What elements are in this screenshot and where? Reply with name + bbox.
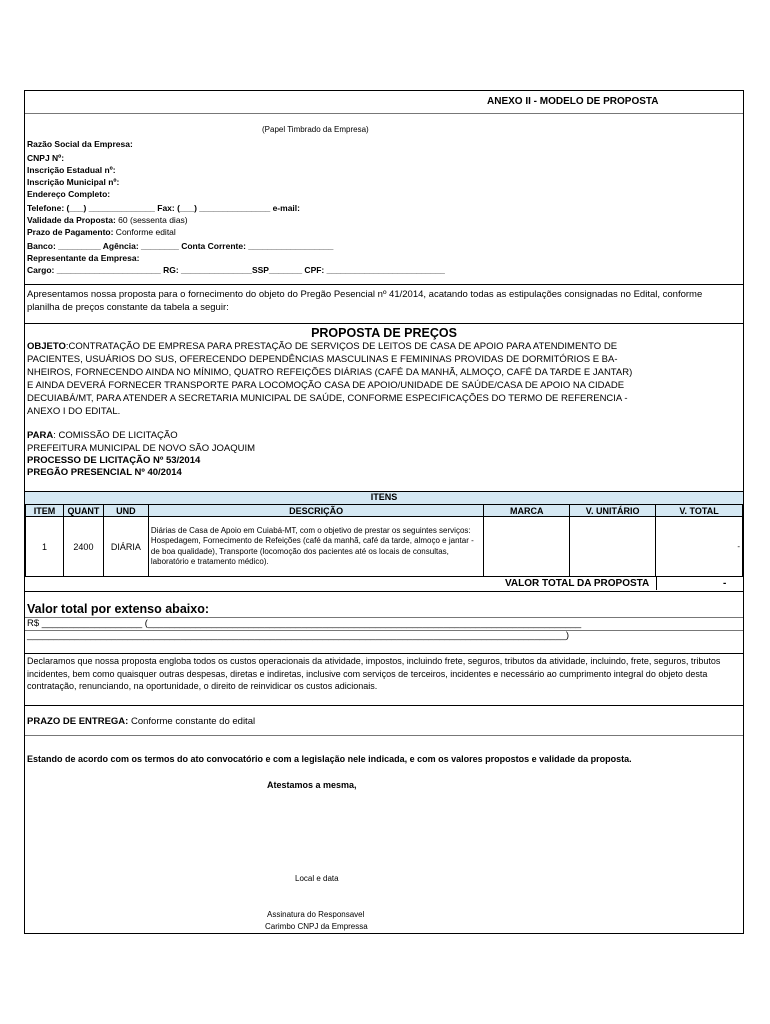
field-bank-line: Banco: _________ Agência: ________ Conta Corrente: __________________ — [27, 241, 334, 251]
attest-text: Atestamos a mesma, — [267, 780, 357, 790]
cell-v-total: - — [656, 517, 743, 577]
field-cnpj: CNPJ Nº: — [27, 153, 65, 163]
table-row — [26, 517, 743, 577]
carimbo-label: Carimbo CNPJ da Empressa — [265, 922, 368, 931]
proposal-title: PROPOSTA DE PREÇOS — [311, 326, 457, 340]
col-und: UND — [103, 505, 148, 517]
extenso-title: Valor total por extenso abaixo: — [27, 602, 209, 616]
cell-und: DIÁRIA — [103, 517, 148, 577]
object-line-2: PACIENTES, USUÁRIOS DO SUS, OFERECENDO DEPENDÊNCIAS MASCULINAS E FEMININAS PROVIDAS DE DORMITÓRIOS E BA- — [27, 354, 618, 365]
divider — [25, 591, 743, 592]
prazo-entrega-label: PRAZO DE ENTREGA: — [27, 716, 129, 727]
field-endereco: Endereço Completo: — [27, 189, 111, 199]
validade-value: 60 (sessenta dias) — [115, 215, 188, 225]
object-label: OBJETO — [27, 341, 66, 352]
object-line-6: ANEXO I DO EDITAL. — [27, 406, 121, 417]
items-title: ITENS — [25, 491, 743, 505]
para-line — [27, 430, 178, 443]
field-prazo-pagamento — [27, 226, 176, 238]
field-contact-line: Telefone: (___) ______________ Fax: (___) _______________ e-mail: — [27, 203, 300, 213]
divider — [25, 735, 743, 736]
declaration: Declaramos que nossa proposta engloba todos os custos operacionais da atividade, impostos, incluindo frete, seguros, tributos da atividade, incluindo, frete, seguros, tributos incidentes, bem como quaisquer outras despesas, diretas e indiretas, inclusive com serviços de terceiros, incidentes e necessário ao cumprimento integral do objeto desta contratação, renunciando, na oportunidade, o direito de reinvidicar os custos adicionais. — [27, 656, 721, 691]
prazo-pagamento-value: Conforme edital — [113, 227, 176, 237]
object-text: :CONTRATAÇÃO DE EMPRESA PARA PRESTAÇÃO DE SERVIÇOS DE LEITOS DE CASA DE APOIO PARA ATENDIMENTO DE — [65, 341, 618, 352]
cell-v-unitario — [570, 517, 656, 577]
validade-label: Validade da Proposta: — [27, 215, 116, 225]
processo: PROCESSO DE LICITAÇÃO Nº 53/2014 — [27, 455, 201, 466]
total-value: - — [723, 578, 727, 589]
divider — [25, 284, 743, 285]
object-line-3: NHEIROS, FORNECENDO AINDA NO MÍNIMO, QUATRO REFEIÇÕES DIÁRIAS (CAFÉ DA MANHÃ, ALMOÇO, CAFÉ DA TARDE E JANTAR) — [27, 367, 633, 378]
prefeitura: PREFEITURA MUNICIPAL DE NOVO SÃO JOAQUIM — [27, 443, 256, 454]
assinatura-label: Assinatura do Responsavel — [267, 910, 365, 919]
agreement-text: Estando de acordo com os termos do ato convocatório e com a legislação nele indicada, e com os valores propostos e validade da proposta. — [27, 754, 632, 764]
cell-marca — [484, 517, 570, 577]
divider — [656, 577, 657, 590]
intro-text: Apresentamos nossa proposta para o fornecimento do objeto do Pregão Pesencial nº 41/2014, acatando todas as estipulações consignadas no Edital, conforme planilha de preços constante da tabela a seguir: — [27, 289, 703, 313]
field-representante: Representante da Empresa: — [27, 253, 140, 263]
total-label: VALOR TOTAL DA PROPOSTA — [505, 578, 650, 589]
prazo-pagamento-label: Prazo de Pagamento: — [27, 227, 114, 237]
cell-descricao: Diárias de Casa de Apoio em Cuiabá-MT, com o objetivo de prestar os seguintes serviços: Hospedagem, Fornecimento de Refeições (café da manhã, café da tarde, almoço e jantar - de boa qualidade), Transporte (locomoção dos pacientes até os locais de consultas, laboratório e tratamento médico). — [148, 517, 483, 577]
divider — [25, 323, 743, 324]
col-marca: MARCA — [484, 505, 570, 517]
col-descricao: DESCRIÇÃO — [148, 505, 483, 517]
para-value: : COMISSÃO DE LICITAÇÃO — [53, 430, 178, 441]
field-razao-social: Razão Social da Empresa: — [27, 139, 133, 149]
items-header-row — [26, 505, 743, 517]
proposal-form — [24, 90, 744, 934]
field-inscricao-municipal: Inscrição Municipal nº: — [27, 177, 120, 187]
col-item: ITEM — [26, 505, 64, 517]
extenso-line-1: R$ ___________________ (__________________________________________________________________________________ — [27, 618, 582, 629]
para-label: PARA — [27, 430, 54, 441]
divider — [25, 653, 743, 654]
local-data: Local e data — [295, 874, 339, 883]
cell-item: 1 — [26, 517, 64, 577]
col-v-total: V. TOTAL — [656, 505, 743, 517]
field-cargo-line: Cargo: ______________________ RG: _______________SSP_______ CPF: _________________________ — [27, 265, 445, 275]
col-v-unitario: V. UNITÁRIO — [570, 505, 656, 517]
annex-title: ANEXO II - MODELO DE PROPOSTA — [487, 96, 659, 107]
extenso-line-2: ______________________________________________________________________________________________________) — [27, 630, 570, 641]
cell-quant: 2400 — [63, 517, 103, 577]
divider — [25, 113, 743, 114]
letterhead-note: (Papel Timbrado da Empresa) — [262, 125, 369, 134]
object-line-1 — [27, 341, 617, 354]
field-inscricao-estadual: Inscrição Estadual nº: — [27, 165, 116, 175]
items-table — [25, 504, 743, 577]
divider — [25, 705, 743, 706]
prazo-entrega-value: Conforme constante do edital — [128, 716, 256, 727]
prazo-entrega — [27, 716, 255, 729]
field-validade — [27, 214, 188, 226]
col-quant: QUANT — [63, 505, 103, 517]
total-row — [25, 578, 743, 590]
object-line-4: E AINDA DEVERÁ FORNECER TRANSPORTE PARA LOCOMOÇÃO CASA DE APOIO/UNIDADE DE SAÚDE/CASA DE APOIO NA CIDADE — [27, 380, 625, 391]
object-line-5: DECUIABÁ/MT, PARA ATENDER A SECRETARIA MUNICIPAL DE SAÚDE, CONFORME ESPECIFICAÇÕES DO TERMO DE REFERENCIA - — [27, 393, 628, 404]
pregao: PREGÃO PRESENCIAL Nº 40/2014 — [27, 467, 182, 478]
